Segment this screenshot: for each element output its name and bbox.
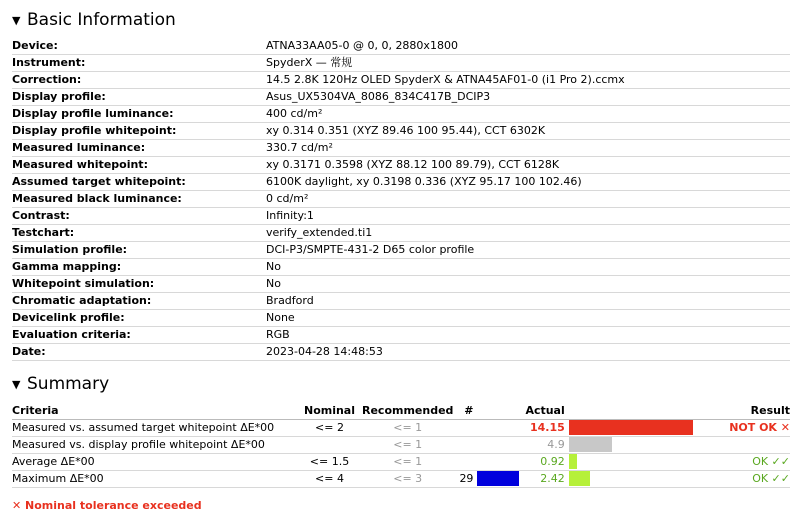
info-row [12, 72, 790, 89]
info-label: Date: [12, 344, 266, 361]
info-value: RGB [266, 327, 790, 344]
summary-hash-bar-cell [477, 453, 525, 470]
header-hash-bar [477, 403, 525, 419]
header-criteria: Criteria [12, 403, 297, 419]
info-row [12, 55, 790, 72]
summary-result: OK ✓✓ [717, 453, 790, 470]
info-label: Whitepoint simulation: [12, 276, 266, 293]
summary-hash [453, 436, 477, 453]
info-label: Device: [12, 38, 266, 55]
summary-title: Summary [27, 374, 110, 394]
summary-recommended: <= 1 [362, 453, 453, 470]
info-value: 330.7 cd/m² [266, 140, 790, 157]
summary-result: OK ✓✓ [717, 470, 790, 487]
info-label: Display profile whitepoint: [12, 123, 266, 140]
basic-info-table [12, 38, 790, 361]
summary-hash-bar-cell [477, 470, 525, 487]
info-row [12, 242, 790, 259]
info-row [12, 225, 790, 242]
summary-header-row [12, 403, 790, 419]
info-label: Display profile: [12, 89, 266, 106]
info-value: xy 0.3171 0.3598 (XYZ 88.12 100 89.79), CCT 6128K [266, 157, 790, 174]
info-row [12, 191, 790, 208]
summary-actual: 2.42 [525, 470, 568, 487]
summary-row [12, 419, 790, 436]
summary-hash [453, 419, 477, 436]
summary-actual-bar-cell [569, 419, 717, 436]
info-value: 6100K daylight, xy 0.3198 0.336 (XYZ 95.17 100 102.46) [266, 174, 790, 191]
summary-criteria: Measured vs. assumed target whitepoint ΔE*00 [12, 419, 297, 436]
header-actual: Actual [525, 403, 568, 419]
basic-info-title: Basic Information [27, 10, 176, 30]
info-row [12, 208, 790, 225]
summary-criteria: Maximum ΔE*00 [12, 470, 297, 487]
summary-heading[interactable] [12, 374, 109, 394]
summary-actual: 4.9 [525, 436, 568, 453]
summary-actual-bar-cell [569, 470, 717, 487]
summary-row [12, 436, 790, 453]
info-label: Gamma mapping: [12, 259, 266, 276]
info-value: Bradford [266, 293, 790, 310]
summary-recommended: <= 1 [362, 436, 453, 453]
info-row [12, 123, 790, 140]
info-row [12, 140, 790, 157]
info-value: 14.5 2.8K 120Hz OLED SpyderX & ATNA45AF01-0 (i1 Pro 2).ccmx [266, 72, 790, 89]
info-row [12, 293, 790, 310]
actual-bar [569, 454, 577, 469]
info-value: DCI-P3/SMPTE-431-2 D65 color profile [266, 242, 790, 259]
summary-result [717, 436, 790, 453]
summary-nominal: <= 4 [297, 470, 362, 487]
header-hash: # [453, 403, 477, 419]
collapse-triangle-icon[interactable]: ▼ [12, 13, 21, 27]
info-row [12, 106, 790, 123]
info-value: None [266, 310, 790, 327]
header-result: Result [717, 403, 790, 419]
info-label: Assumed target whitepoint: [12, 174, 266, 191]
info-value: 2023-04-28 14:48:53 [266, 344, 790, 361]
summary-actual-bar-cell [569, 436, 717, 453]
actual-bar [569, 437, 612, 452]
summary-nominal: <= 2 [297, 419, 362, 436]
summary-row [12, 453, 790, 470]
summary-recommended: <= 3 [362, 470, 453, 487]
info-value: ATNA33AA05-0 @ 0, 0, 2880x1800 [266, 38, 790, 55]
info-value: xy 0.314 0.351 (XYZ 89.46 100 95.44), CCT 6302K [266, 123, 790, 140]
info-label: Correction: [12, 72, 266, 89]
info-label: Devicelink profile: [12, 310, 266, 327]
actual-bar [569, 471, 590, 486]
collapse-triangle-icon[interactable]: ▼ [12, 377, 21, 391]
header-nominal: Nominal [297, 403, 362, 419]
info-label: Measured whitepoint: [12, 157, 266, 174]
info-label: Display profile luminance: [12, 106, 266, 123]
info-value: SpyderX — 常规 [266, 55, 790, 72]
basic-info-heading[interactable] [12, 10, 176, 30]
summary-actual: 14.15 [525, 419, 568, 436]
info-label: Contrast: [12, 208, 266, 225]
summary-hash-bar-cell [477, 436, 525, 453]
summary-criteria: Measured vs. display profile whitepoint ΔE*00 [12, 436, 297, 453]
info-value: Infinity:1 [266, 208, 790, 225]
info-value: No [266, 276, 790, 293]
info-value: verify_extended.ti1 [266, 225, 790, 242]
summary-table [12, 403, 790, 488]
info-row [12, 38, 790, 55]
info-row [12, 89, 790, 106]
summary-actual: 0.92 [525, 453, 568, 470]
nominal-tolerance-warning: ✕ Nominal tolerance exceeded [12, 499, 202, 512]
info-label: Instrument: [12, 55, 266, 72]
info-row [12, 344, 790, 361]
info-row [12, 310, 790, 327]
info-label: Testchart: [12, 225, 266, 242]
info-row [12, 327, 790, 344]
info-value: Asus_UX5304VA_8086_834C417B_DCIP3 [266, 89, 790, 106]
info-label: Measured black luminance: [12, 191, 266, 208]
info-row [12, 157, 790, 174]
summary-nominal: <= 1.5 [297, 453, 362, 470]
summary-hash-bar-cell [477, 419, 525, 436]
info-value: 0 cd/m² [266, 191, 790, 208]
info-row [12, 276, 790, 293]
header-actual-bar [569, 403, 717, 419]
summary-result: NOT OK ✕ [717, 419, 790, 436]
actual-bar [569, 420, 693, 435]
info-value: 400 cd/m² [266, 106, 790, 123]
summary-actual-bar-cell [569, 453, 717, 470]
header-recommended: Recommended [362, 404, 454, 418]
summary-nominal [297, 436, 362, 453]
summary-row [12, 470, 790, 487]
info-label: Chromatic adaptation: [12, 293, 266, 310]
summary-hash: 29 [453, 470, 477, 487]
info-label: Simulation profile: [12, 242, 266, 259]
info-value: No [266, 259, 790, 276]
info-label: Evaluation criteria: [12, 327, 266, 344]
info-row [12, 174, 790, 191]
summary-recommended: <= 1 [362, 419, 453, 436]
info-label: Measured luminance: [12, 140, 266, 157]
summary-criteria: Average ΔE*00 [12, 453, 297, 470]
info-row [12, 259, 790, 276]
hash-bar [477, 471, 519, 486]
summary-hash [453, 453, 477, 470]
